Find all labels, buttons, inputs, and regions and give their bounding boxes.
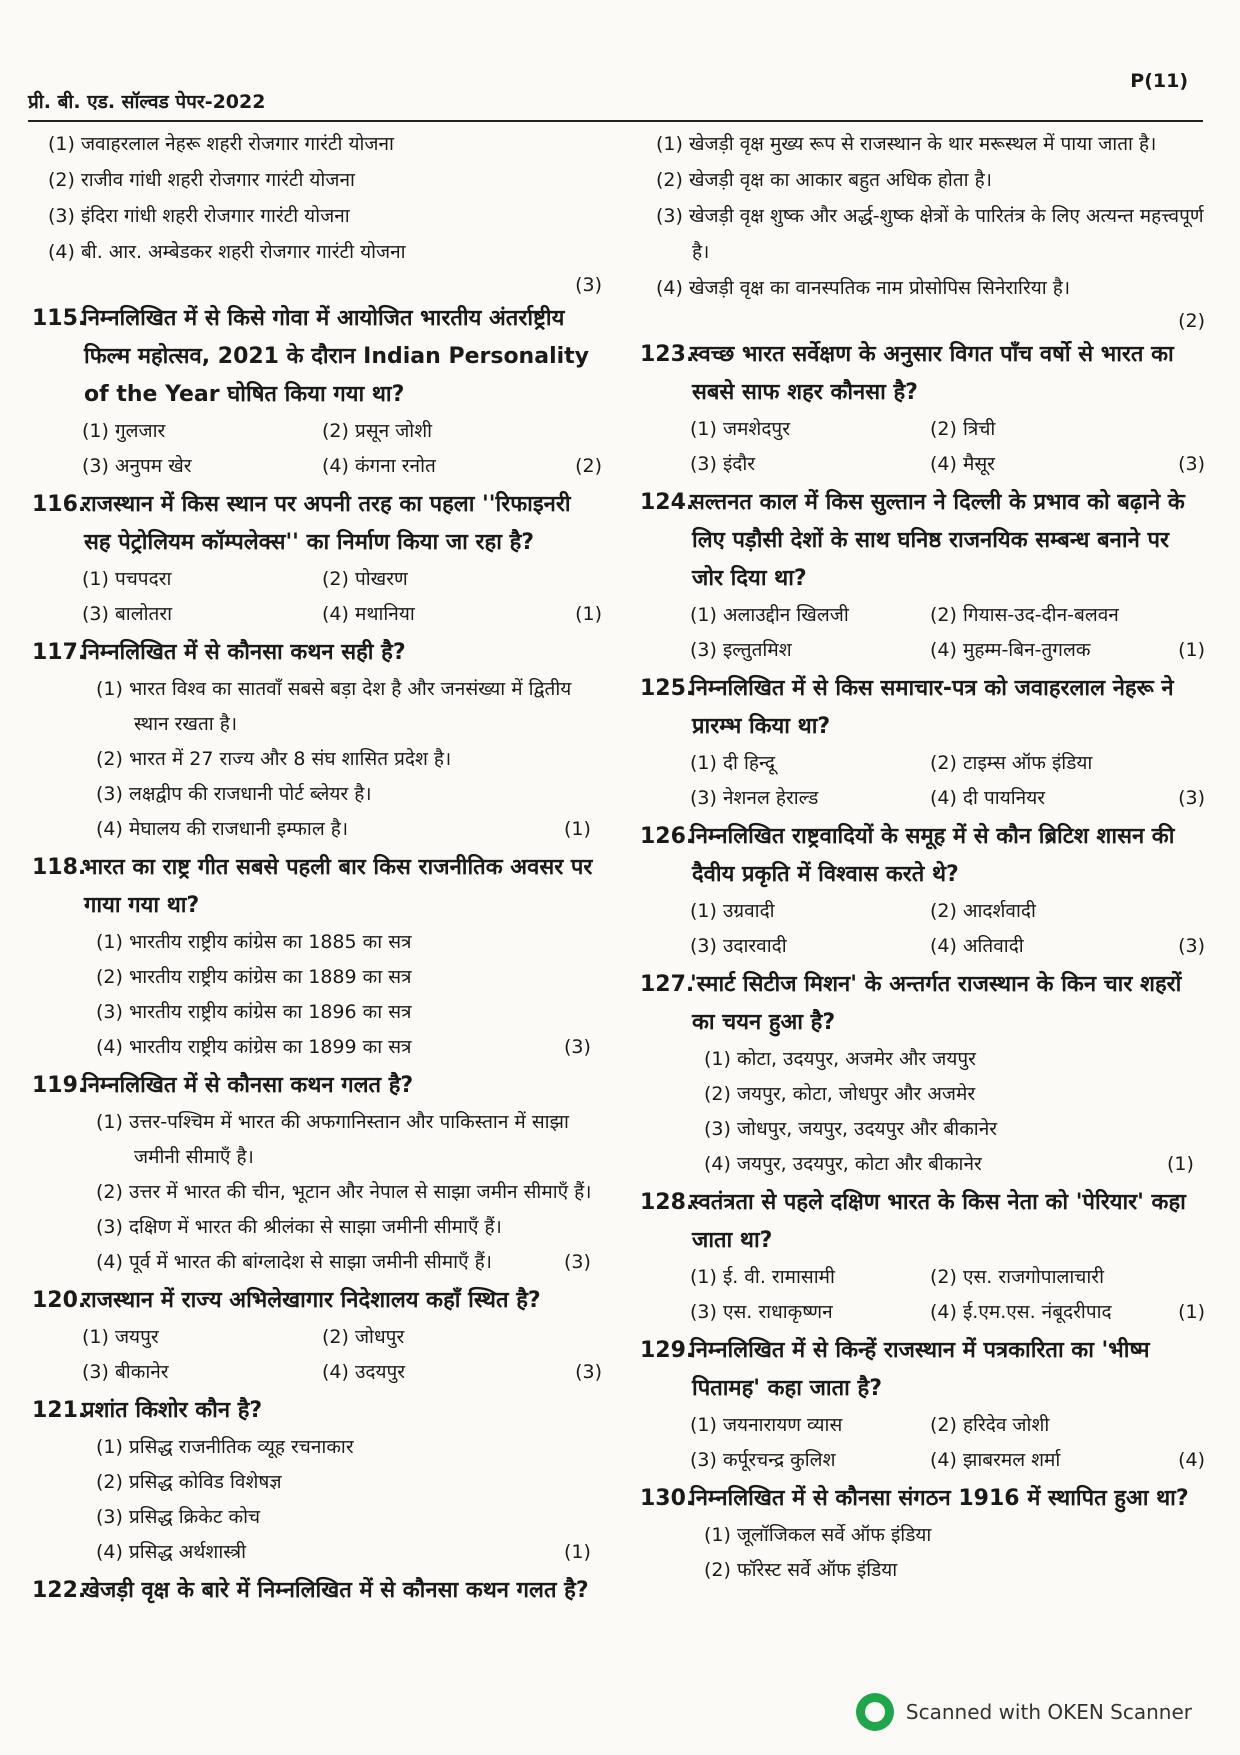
answer-key: (3) xyxy=(1178,935,1205,957)
options-grid xyxy=(690,412,1205,482)
option: (2) टाइम्स ऑफ इंडिया xyxy=(930,752,1093,774)
option xyxy=(80,1430,602,1465)
option-text: (1) जूलॉजिकल सर्वे ऑफ इंडिया xyxy=(704,1524,932,1546)
question-text xyxy=(32,634,602,672)
question-body: निम्नलिखित में से किसे गोवा में आयोजित भारतीय अंतर्राष्ट्रीय फिल्म महोत्सव, 2021 के दौरान Indian Personality of the Year घोषित किया गया था? xyxy=(82,306,590,407)
option xyxy=(80,995,602,1030)
option: (1) जयपुर xyxy=(82,1326,159,1348)
question-block xyxy=(640,1184,1205,1330)
question-text xyxy=(640,966,1205,1042)
question-block xyxy=(640,670,1205,816)
option: (4) मथानिया xyxy=(322,603,415,625)
question-block xyxy=(640,966,1205,1182)
option: (4) भारतीय राष्ट्रीय कांग्रेस का 1899 का सत्र (3) xyxy=(96,1036,591,1058)
option xyxy=(80,925,602,960)
option xyxy=(80,742,602,777)
question-text xyxy=(32,300,602,414)
option: (3) कर्पूरचन्द्र कुलिश xyxy=(690,1449,836,1471)
question-number: 121. xyxy=(32,1398,87,1423)
question-text xyxy=(640,484,1205,598)
option: (1) पचपदरा xyxy=(82,568,172,590)
answer-key: (3) xyxy=(1178,787,1205,809)
right-column xyxy=(640,126,1205,1590)
question-text xyxy=(32,1572,602,1610)
question-body: भारत का राष्ट्र गीत सबसे पहली बार किस राजनीतिक अवसर पर गाया गया था? xyxy=(82,855,593,918)
answer-key: (3) xyxy=(1178,453,1205,475)
options-grid xyxy=(690,1408,1205,1478)
option: (2) जोधपुर xyxy=(322,1326,405,1348)
question-number: 128. xyxy=(640,1190,695,1215)
empty-cell xyxy=(1165,746,1205,781)
option-text: (2) फॉरेस्ट सर्वे ऑफ इंडिया xyxy=(704,1559,898,1581)
question-block xyxy=(32,634,602,847)
option: (4) जयपुर, उदयपुर, कोटा और बीकानेर (1) xyxy=(704,1153,1194,1175)
option: (2) त्रिची xyxy=(930,418,996,440)
option-text: (3) जोधपुर, जयपुर, उदयपुर और बीकानेर xyxy=(704,1118,998,1140)
option-text: (1) कोटा, उदयपुर, अजमेर और जयपुर xyxy=(704,1048,976,1070)
question-number: 127. xyxy=(640,972,695,997)
question-text xyxy=(32,1067,602,1105)
question-block xyxy=(32,1067,602,1280)
option xyxy=(688,1553,1205,1588)
option: (3) इल्तुतमिश xyxy=(690,639,792,661)
option xyxy=(688,1042,1205,1077)
option xyxy=(80,1175,602,1210)
option xyxy=(80,1105,602,1175)
continued-option: (1) जवाहरलाल नेहरू शहरी रोजगार गारंटी योजना xyxy=(48,133,394,155)
answer-key: (3) xyxy=(575,274,602,296)
question-block xyxy=(640,1480,1205,1588)
running-header: प्री. बी. एड. सॉल्वड पेपर-2022 xyxy=(28,91,266,113)
continued-option: (4) खेजड़ी वृक्ष का वानस्पतिक नाम प्रोसोपिस सिनेरारिया है। xyxy=(656,277,1071,299)
option: (4) झाबरमल शर्मा xyxy=(930,1449,1061,1471)
options-grid xyxy=(82,414,602,484)
empty-cell xyxy=(1165,894,1205,929)
continued-option: (2) खेजड़ी वृक्ष का आकार बहुत अधिक होता है। xyxy=(656,169,992,191)
option-text: (4) भारतीय राष्ट्रीय कांग्रेस का 1899 का सत्र xyxy=(96,1036,412,1058)
option-text: (2) प्रसिद्ध कोविड विशेषज्ञ xyxy=(96,1471,282,1493)
question-block xyxy=(640,336,1205,482)
option: (4) मेघालय की राजधानी इम्फाल है। (1) xyxy=(96,818,591,840)
option xyxy=(80,777,602,812)
option: (3) अनुपम खेर xyxy=(82,455,192,477)
question-block xyxy=(32,849,602,1065)
question-number: 129. xyxy=(640,1338,695,1363)
option-text: (3) लक्षद्वीप की राजधानी पोर्ट ब्लेयर है। xyxy=(96,783,372,805)
question-block xyxy=(32,1282,602,1390)
question-body: निम्नलिखित राष्ट्रवादियों के समूह में से कौन ब्रिटिश शासन की दैवीय प्रकृति में विश्वास करते थे? xyxy=(690,824,1175,887)
option-text: (3) प्रसिद्ध क्रिकेट कोच xyxy=(96,1506,261,1528)
option-text: (1) भारत विश्व का सातवाँ सबसे बड़ा देश है और जनसंख्या में द्वितीय स्थान रखता है। xyxy=(96,678,572,735)
empty-cell xyxy=(562,1320,602,1355)
option-text: (2) भारत में 27 राज्य और 8 संघ शासित प्रदेश है। xyxy=(96,748,452,770)
question-text xyxy=(32,486,602,562)
option-text: (4) जयपुर, उदयपुर, कोटा और बीकानेर xyxy=(704,1153,982,1175)
option: (2) गियास-उद-दीन-बलवन xyxy=(930,604,1119,626)
option: (3) बीकानेर xyxy=(82,1361,169,1383)
question-block xyxy=(32,486,602,632)
options-grid xyxy=(690,746,1205,816)
option: (4) कंगना रनोत xyxy=(322,455,436,477)
question-body: स्वच्छ भारत सर्वेक्षण के अनुसार विगत पाँच वर्षो से भारत का सबसे साफ शहर कौनसा है? xyxy=(690,342,1174,405)
options-grid xyxy=(690,1260,1205,1330)
empty-cell xyxy=(1165,1260,1205,1295)
option: (4) अतिवादी xyxy=(930,935,1024,957)
option-text: (1) उत्तर-पश्चिम में भारत की अफगानिस्तान और पाकिस्तान में साझा जमीनी सीमाएँ है। xyxy=(96,1111,569,1168)
option xyxy=(80,1500,602,1535)
option: (2) पोखरण xyxy=(322,568,408,590)
option-text: (4) मेघालय की राजधानी इम्फाल है। xyxy=(96,818,349,840)
question-body: निम्नलिखित में से कौनसा कथन गलत है? xyxy=(82,1073,414,1098)
options-grid xyxy=(690,894,1205,964)
option-text: (2) भारतीय राष्ट्रीय कांग्रेस का 1889 का सत्र xyxy=(96,966,412,988)
option xyxy=(80,672,602,742)
option: (1) जमशेदपुर xyxy=(690,418,790,440)
answer-key: (1) xyxy=(1178,1301,1205,1323)
question-body: निम्नलिखित में से कौनसा संगठन 1916 में स्थापित हुआ था? xyxy=(690,1486,1189,1511)
answer-key: (4) xyxy=(1178,1449,1205,1471)
question-body: सल्तनत काल में किस सुल्तान ने दिल्ली के प्रभाव को बढ़ाने के लिए पड़ौसी देशों के साथ घनिष्ठ राजनयिक सम्बन्ध बनाने पर जोर दिया था? xyxy=(690,490,1185,591)
question-text xyxy=(640,670,1205,746)
question-body: खेजड़ी वृक्ष के बारे में निम्नलिखित में से कौनसा कथन गलत है? xyxy=(82,1578,589,1603)
scanner-watermark xyxy=(856,1693,1192,1731)
option-text: (4) प्रसिद्ध अर्थशास्त्री xyxy=(96,1541,247,1563)
option: (4) प्रसिद्ध अर्थशास्त्री (1) xyxy=(96,1541,591,1563)
option: (4) उदयपुर xyxy=(322,1361,406,1383)
answer-key: (2) xyxy=(575,455,602,477)
question-block xyxy=(640,1332,1205,1478)
question-body: प्रशांत किशोर कौन है? xyxy=(82,1398,263,1423)
option: (3) नेशनल हेराल्ड xyxy=(690,787,819,809)
empty-cell xyxy=(562,414,602,449)
question-body: स्वतंत्रता से पहले दक्षिण भारत के किस नेता को 'पेरियार' कहा जाता था? xyxy=(690,1190,1186,1253)
options-grid xyxy=(690,598,1205,668)
continued-option: (2) राजीव गांधी शहरी रोजगार गारंटी योजना xyxy=(48,169,355,191)
header-divider xyxy=(28,120,1203,122)
option xyxy=(80,960,602,995)
continued-option: (1) खेजड़ी वृक्ष मुख्य रूप से राजस्थान के थार मरूस्थल में पाया जाता है। xyxy=(656,133,1157,155)
question-body: निम्नलिखित में से कौनसा कथन सही है? xyxy=(82,640,406,665)
question-block xyxy=(640,818,1205,964)
answer-key: (1) xyxy=(1178,639,1205,661)
option: (1) अलाउद्दीन खिलजी xyxy=(690,604,849,626)
question-text xyxy=(640,1184,1205,1260)
question-block xyxy=(32,1392,602,1570)
page-number: P(11) xyxy=(1130,70,1188,92)
option xyxy=(80,1210,602,1245)
option: (2) प्रसून जोशी xyxy=(322,420,433,442)
option xyxy=(688,1112,1205,1147)
question-body: 'स्मार्ट सिटीज मिशन' के अन्तर्गत राजस्थान के किन चार शहरों का चयन हुआ है? xyxy=(690,972,1182,1035)
option: (2) आदर्शवादी xyxy=(930,900,1036,922)
question-body: निम्नलिखित में से किस समाचार-पत्र को जवाहरलाल नेहरू ने प्रारम्भ किया था? xyxy=(690,676,1174,739)
option-text: (2) जयपुर, कोटा, जोधपुर और अजमेर xyxy=(704,1083,976,1105)
option: (4) पूर्व में भारत की बांग्लादेश से साझा जमीनी सीमाएँ हैं। (3) xyxy=(96,1251,591,1273)
option-text: (1) भारतीय राष्ट्रीय कांग्रेस का 1885 का सत्र xyxy=(96,931,412,953)
question-number: 119. xyxy=(32,1073,87,1098)
watermark-text: Scanned with OKEN Scanner xyxy=(905,1700,1192,1724)
question-text xyxy=(32,849,602,925)
option-text: (3) भारतीय राष्ट्रीय कांग्रेस का 1896 का सत्र xyxy=(96,1001,412,1023)
answer-key: (2) xyxy=(1178,310,1205,332)
continued-option: (4) बी. आर. अम्बेडकर शहरी रोजगार गारंटी योजना xyxy=(48,241,406,263)
option: (1) गुलजार xyxy=(82,420,166,442)
option-text: (3) दक्षिण में भारत की श्रीलंका से साझा जमीनी सीमाएँ हैं। xyxy=(96,1216,502,1238)
question-number: 125. xyxy=(640,676,695,701)
question-number: 124. xyxy=(640,490,695,515)
question-number: 118. xyxy=(32,855,87,880)
option: (1) जयनारायण व्यास xyxy=(690,1414,843,1436)
option-text: (2) उत्तर में भारत की चीन, भूटान और नेपाल से साझा जमीन सीमाएँ हैं। xyxy=(96,1181,592,1203)
answer-key: (3) xyxy=(575,1361,602,1383)
question-text xyxy=(32,1392,602,1430)
option-text: (1) प्रसिद्ध राजनीतिक व्यूह रचनाकार xyxy=(96,1436,354,1458)
option: (3) उदारवादी xyxy=(690,935,787,957)
options-grid xyxy=(82,1320,602,1390)
option xyxy=(688,1518,1205,1553)
question-body: निम्नलिखित में से किन्हें राजस्थान में पत्रकारिता का 'भीष्म पितामह' कहा जाता है? xyxy=(690,1338,1150,1401)
option: (2) हरिदेव जोशी xyxy=(930,1414,1050,1436)
option: (3) इंदौर xyxy=(690,453,756,475)
question-text xyxy=(640,336,1205,412)
left-column xyxy=(32,126,602,1612)
question-body: राजस्थान में किस स्थान पर अपनी तरह का पहला ''रिफाइनरी सह पेट्रोलियम कॉम्पलेक्स'' का निर्माण किया जा रहा है? xyxy=(82,492,571,555)
continued-option: (3) खेजड़ी वृक्ष शुष्क और अर्द्ध-शुष्क क्षेत्रों के पारितंत्र के लिए अत्यन्त महत्त्वपूर्ण है। xyxy=(656,205,1204,263)
question-number: 130. xyxy=(640,1486,695,1511)
option: (3) एस. राधाकृष्णन xyxy=(690,1301,833,1323)
question-number: 120. xyxy=(32,1288,87,1313)
answer-key: (1) xyxy=(575,603,602,625)
empty-cell xyxy=(1165,598,1205,633)
option: (1) ई. वी. रामासामी xyxy=(690,1266,835,1288)
option: (4) मैसूर xyxy=(930,453,995,475)
option xyxy=(688,1077,1205,1112)
options-grid xyxy=(82,562,602,632)
option: (4) मुहम्म-बिन-तुगलक xyxy=(930,639,1091,661)
question-number: 122. xyxy=(32,1578,87,1603)
question-text xyxy=(640,818,1205,894)
question-number: 115. xyxy=(32,306,87,331)
question-number: 116. xyxy=(32,492,87,517)
question-text xyxy=(32,1282,602,1320)
option xyxy=(80,1465,602,1500)
option: (3) बालोतरा xyxy=(82,603,173,625)
question-block xyxy=(32,300,602,484)
option-text: (4) पूर्व में भारत की बांग्लादेश से साझा जमीनी सीमाएँ हैं। xyxy=(96,1251,492,1273)
option: (1) दी हिन्दू xyxy=(690,752,775,774)
question-block xyxy=(32,1572,602,1610)
question-text xyxy=(640,1332,1205,1408)
empty-cell xyxy=(562,562,602,597)
question-block xyxy=(640,484,1205,668)
option: (4) दी पायनियर xyxy=(930,787,1045,809)
question-body: राजस्थान में राज्य अभिलेखागार निदेशालय कहाँ स्थित है? xyxy=(82,1288,541,1313)
question-number: 123. xyxy=(640,342,695,367)
empty-cell xyxy=(1165,1408,1205,1443)
question-number: 117. xyxy=(32,640,87,665)
option: (4) ई.एम.एस. नंबूदरीपाद xyxy=(930,1301,1112,1323)
option: (2) एस. राजगोपालाचारी xyxy=(930,1266,1104,1288)
question-number: 126. xyxy=(640,824,695,849)
continued-option: (3) इंदिरा गांधी शहरी रोजगार गारंटी योजना xyxy=(48,205,350,227)
empty-cell xyxy=(1165,412,1205,447)
question-text xyxy=(640,1480,1205,1518)
option: (1) उग्रवादी xyxy=(690,900,775,922)
oken-scanner-logo-icon xyxy=(856,1693,894,1731)
